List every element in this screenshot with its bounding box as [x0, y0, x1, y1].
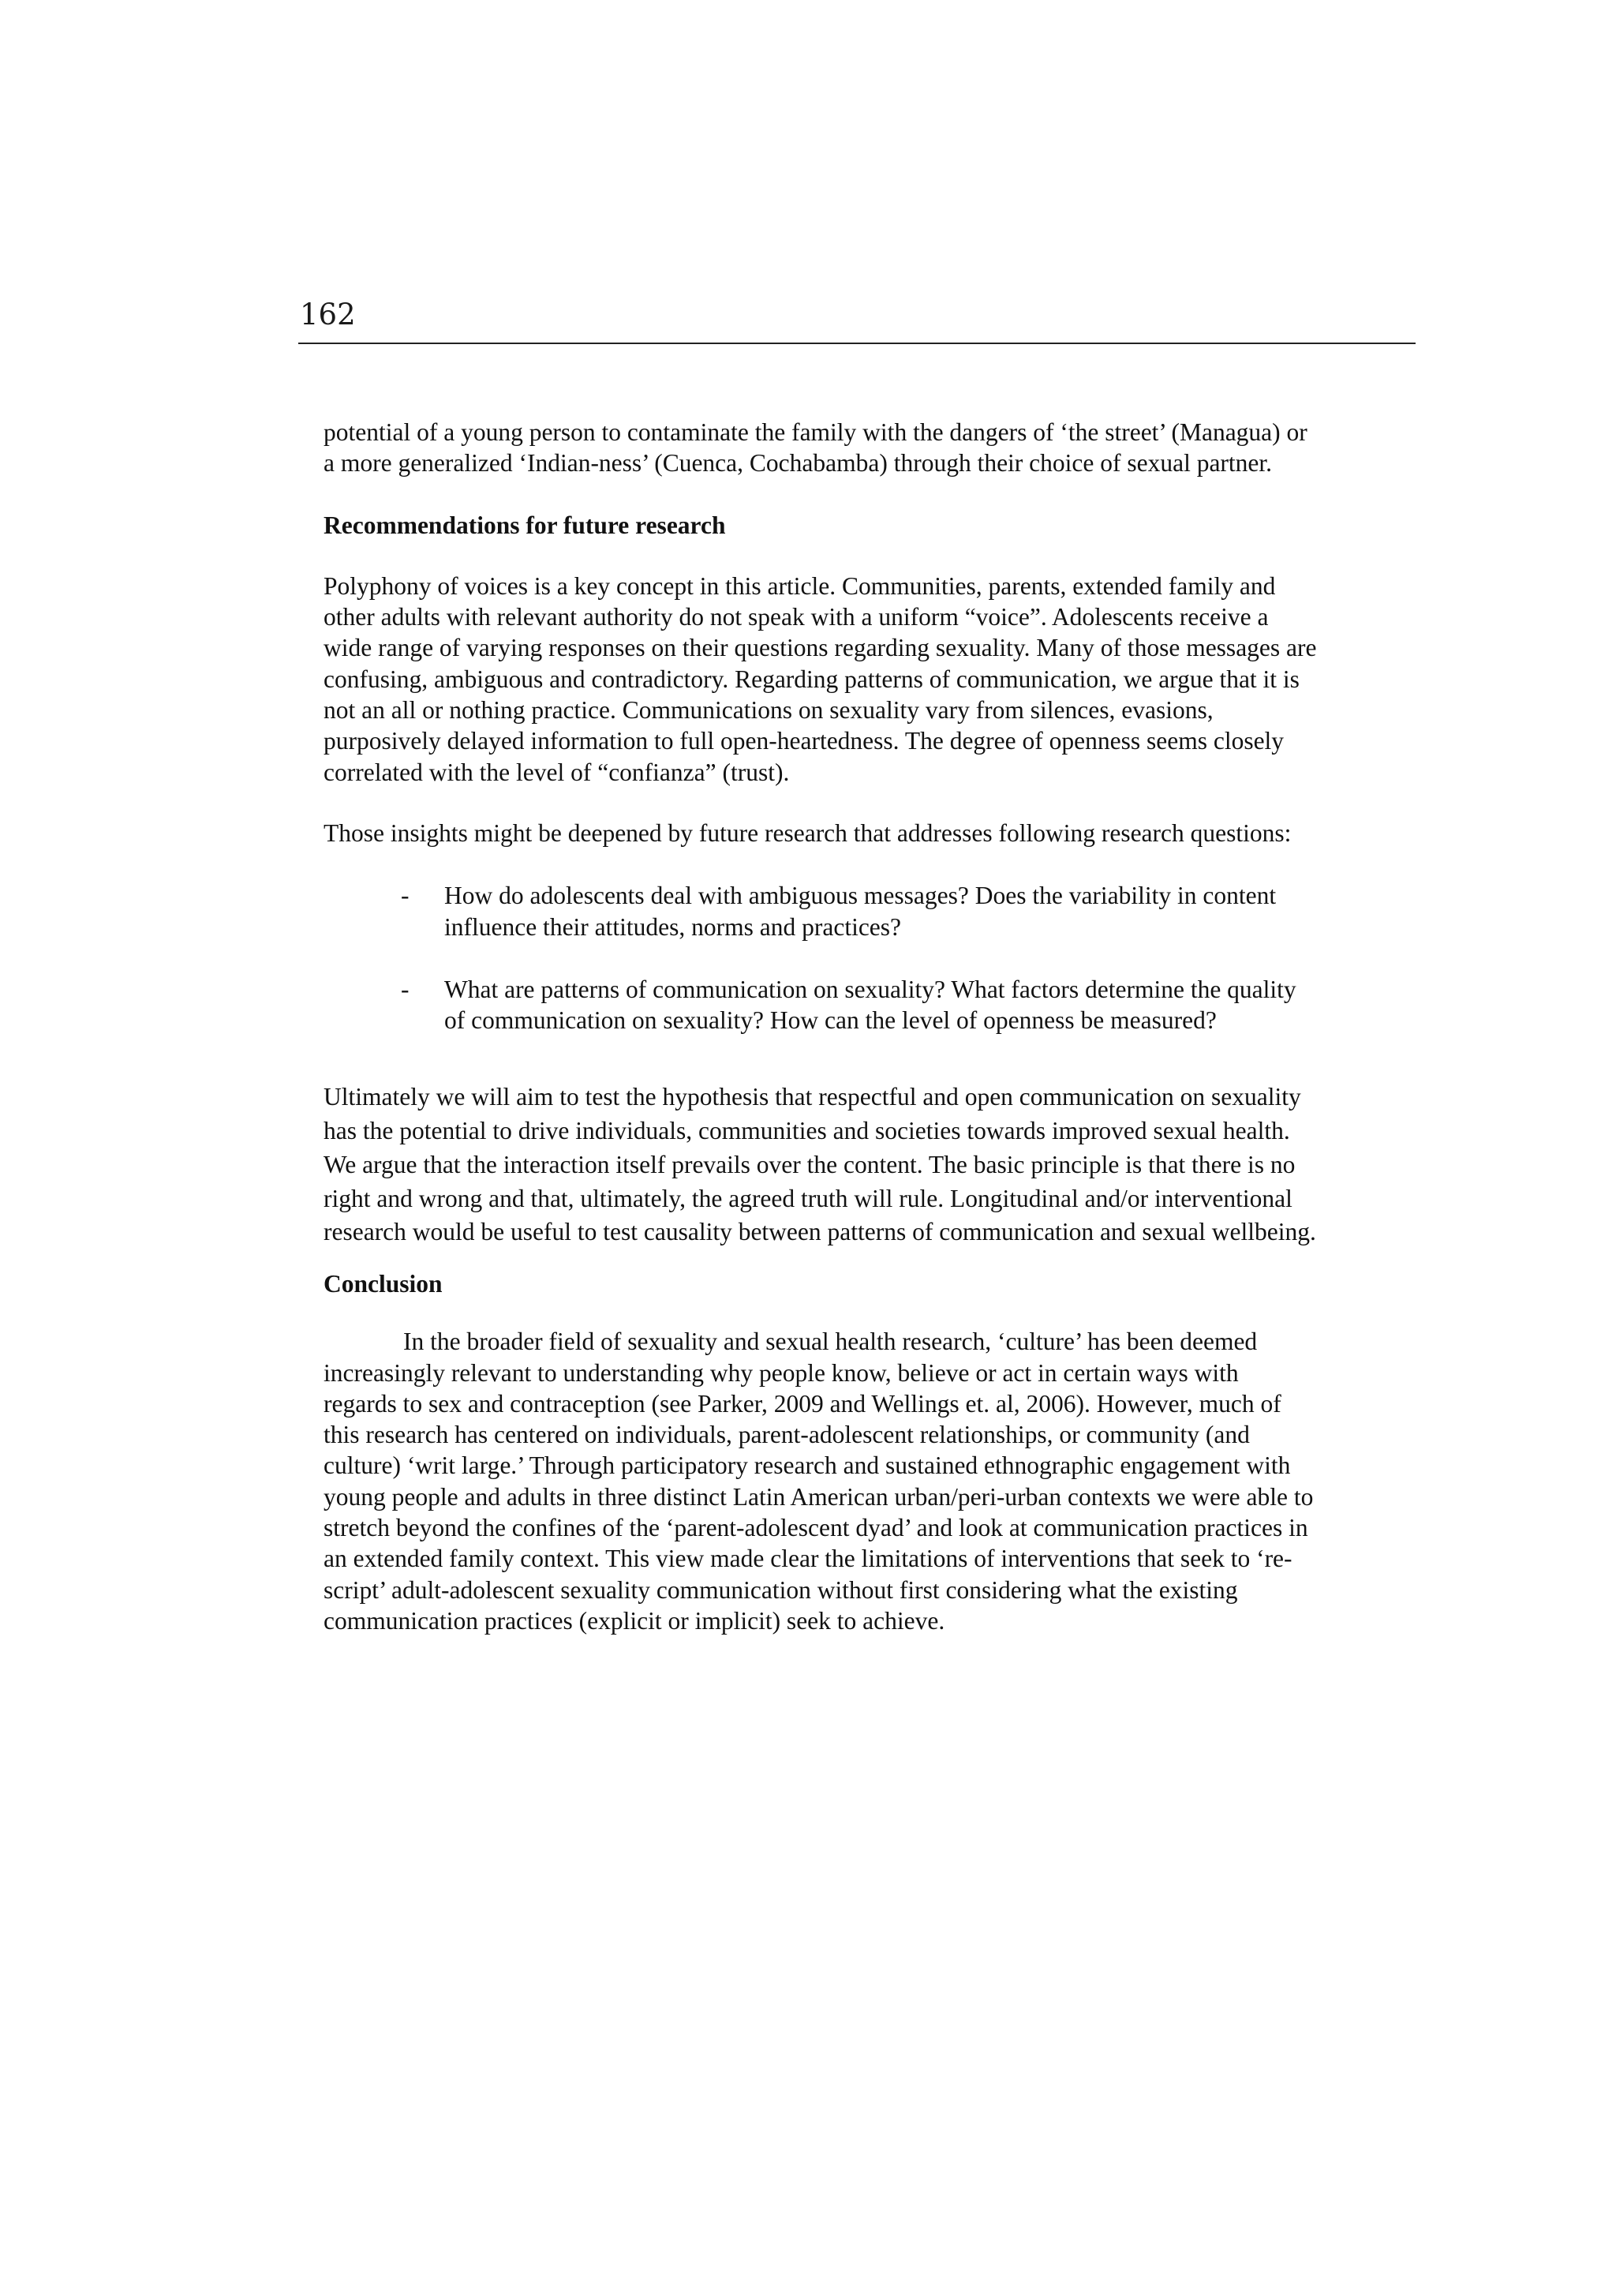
recommendations-heading: Recommendations for future research [324, 511, 726, 539]
page-body [324, 417, 1318, 1636]
research-question-item [324, 974, 1318, 1036]
bullet-dash: - [401, 882, 410, 910]
research-question-text: What are patterns of communication on sexuality? What factors determine the quality of communication on sexuality? How can the level of openness be measured? [444, 975, 1296, 1035]
header-rule [298, 343, 1416, 344]
intro-paragraph: potential of a young person to contaminate the family with the dangers of ‘the street’ (Managua) or a more generalized ‘Indian-ness’ (Cuenca, Cochabamba) through their choice of sexual partner. [324, 418, 1307, 478]
research-questions-list [324, 880, 1318, 1036]
page-number: 162 [300, 298, 356, 331]
conclusion-paragraph: In the broader field of sexuality and sexual health research, ‘culture’ has been deemed increasingly relevant to understanding why people know, believe or act in certain ways with regards to sex and contraception (see Parker, 2009 and Wellings et. al, 2006). However, much of this research has centered on individuals, parent-adolescent relationships, or community (and culture) ‘writ large.’ Through participatory research and sustained ethnographic engagement with young people and adults in three distinct Latin American urban/peri-urban contexts we were able to stretch beyond the confines of the ‘parent-adolescent dyad’ and look at communication practices in an extended family context. This view made clear the limitations of interventions that seek to ‘re-script’ adult-adolescent sexuality communication without first considering what the existing communication practices (explicit or implicit) seek to achieve. [324, 1328, 1314, 1635]
insights-paragraph: Those insights might be deepened by future research that addresses following research questions: [324, 818, 1292, 847]
bullet-dash: - [401, 975, 410, 1003]
research-question-text: How do adolescents deal with ambiguous messages? Does the variability in content influence their attitudes, norms and practices? [444, 882, 1277, 941]
research-question-item [324, 880, 1318, 942]
polyphony-paragraph: Polyphony of voices is a key concept in this article. Communities, parents, extended family and other adults with relevant authority do not speak with a uniform “voice”. Adolescents receive a wide range of varying responses on their questions regarding sexuality. Many of those messages are confusing, ambiguous and contradictory. Regarding patterns of communication, we argue that it is not an all or nothing practice. Communications on sexuality vary from silences, evasions, purposively delayed information to full open-heartedness. The degree of openness seems closely correlated with the level of “confianza” (trust). [324, 571, 1317, 786]
conclusion-heading: Conclusion [324, 1269, 443, 1298]
ultimately-paragraph: Ultimately we will aim to test the hypothesis that respectful and open communication on sexuality has the potential to drive individuals, communities and societies towards improved sexual health. We argue that the interaction itself prevails over the content. The basic principle is that there is no right and wrong and that, ultimately, the agreed truth will rule. Longitudinal and/or interventional research would be useful to test causality between patterns of communication and sexual wellbeing. [324, 1083, 1316, 1246]
